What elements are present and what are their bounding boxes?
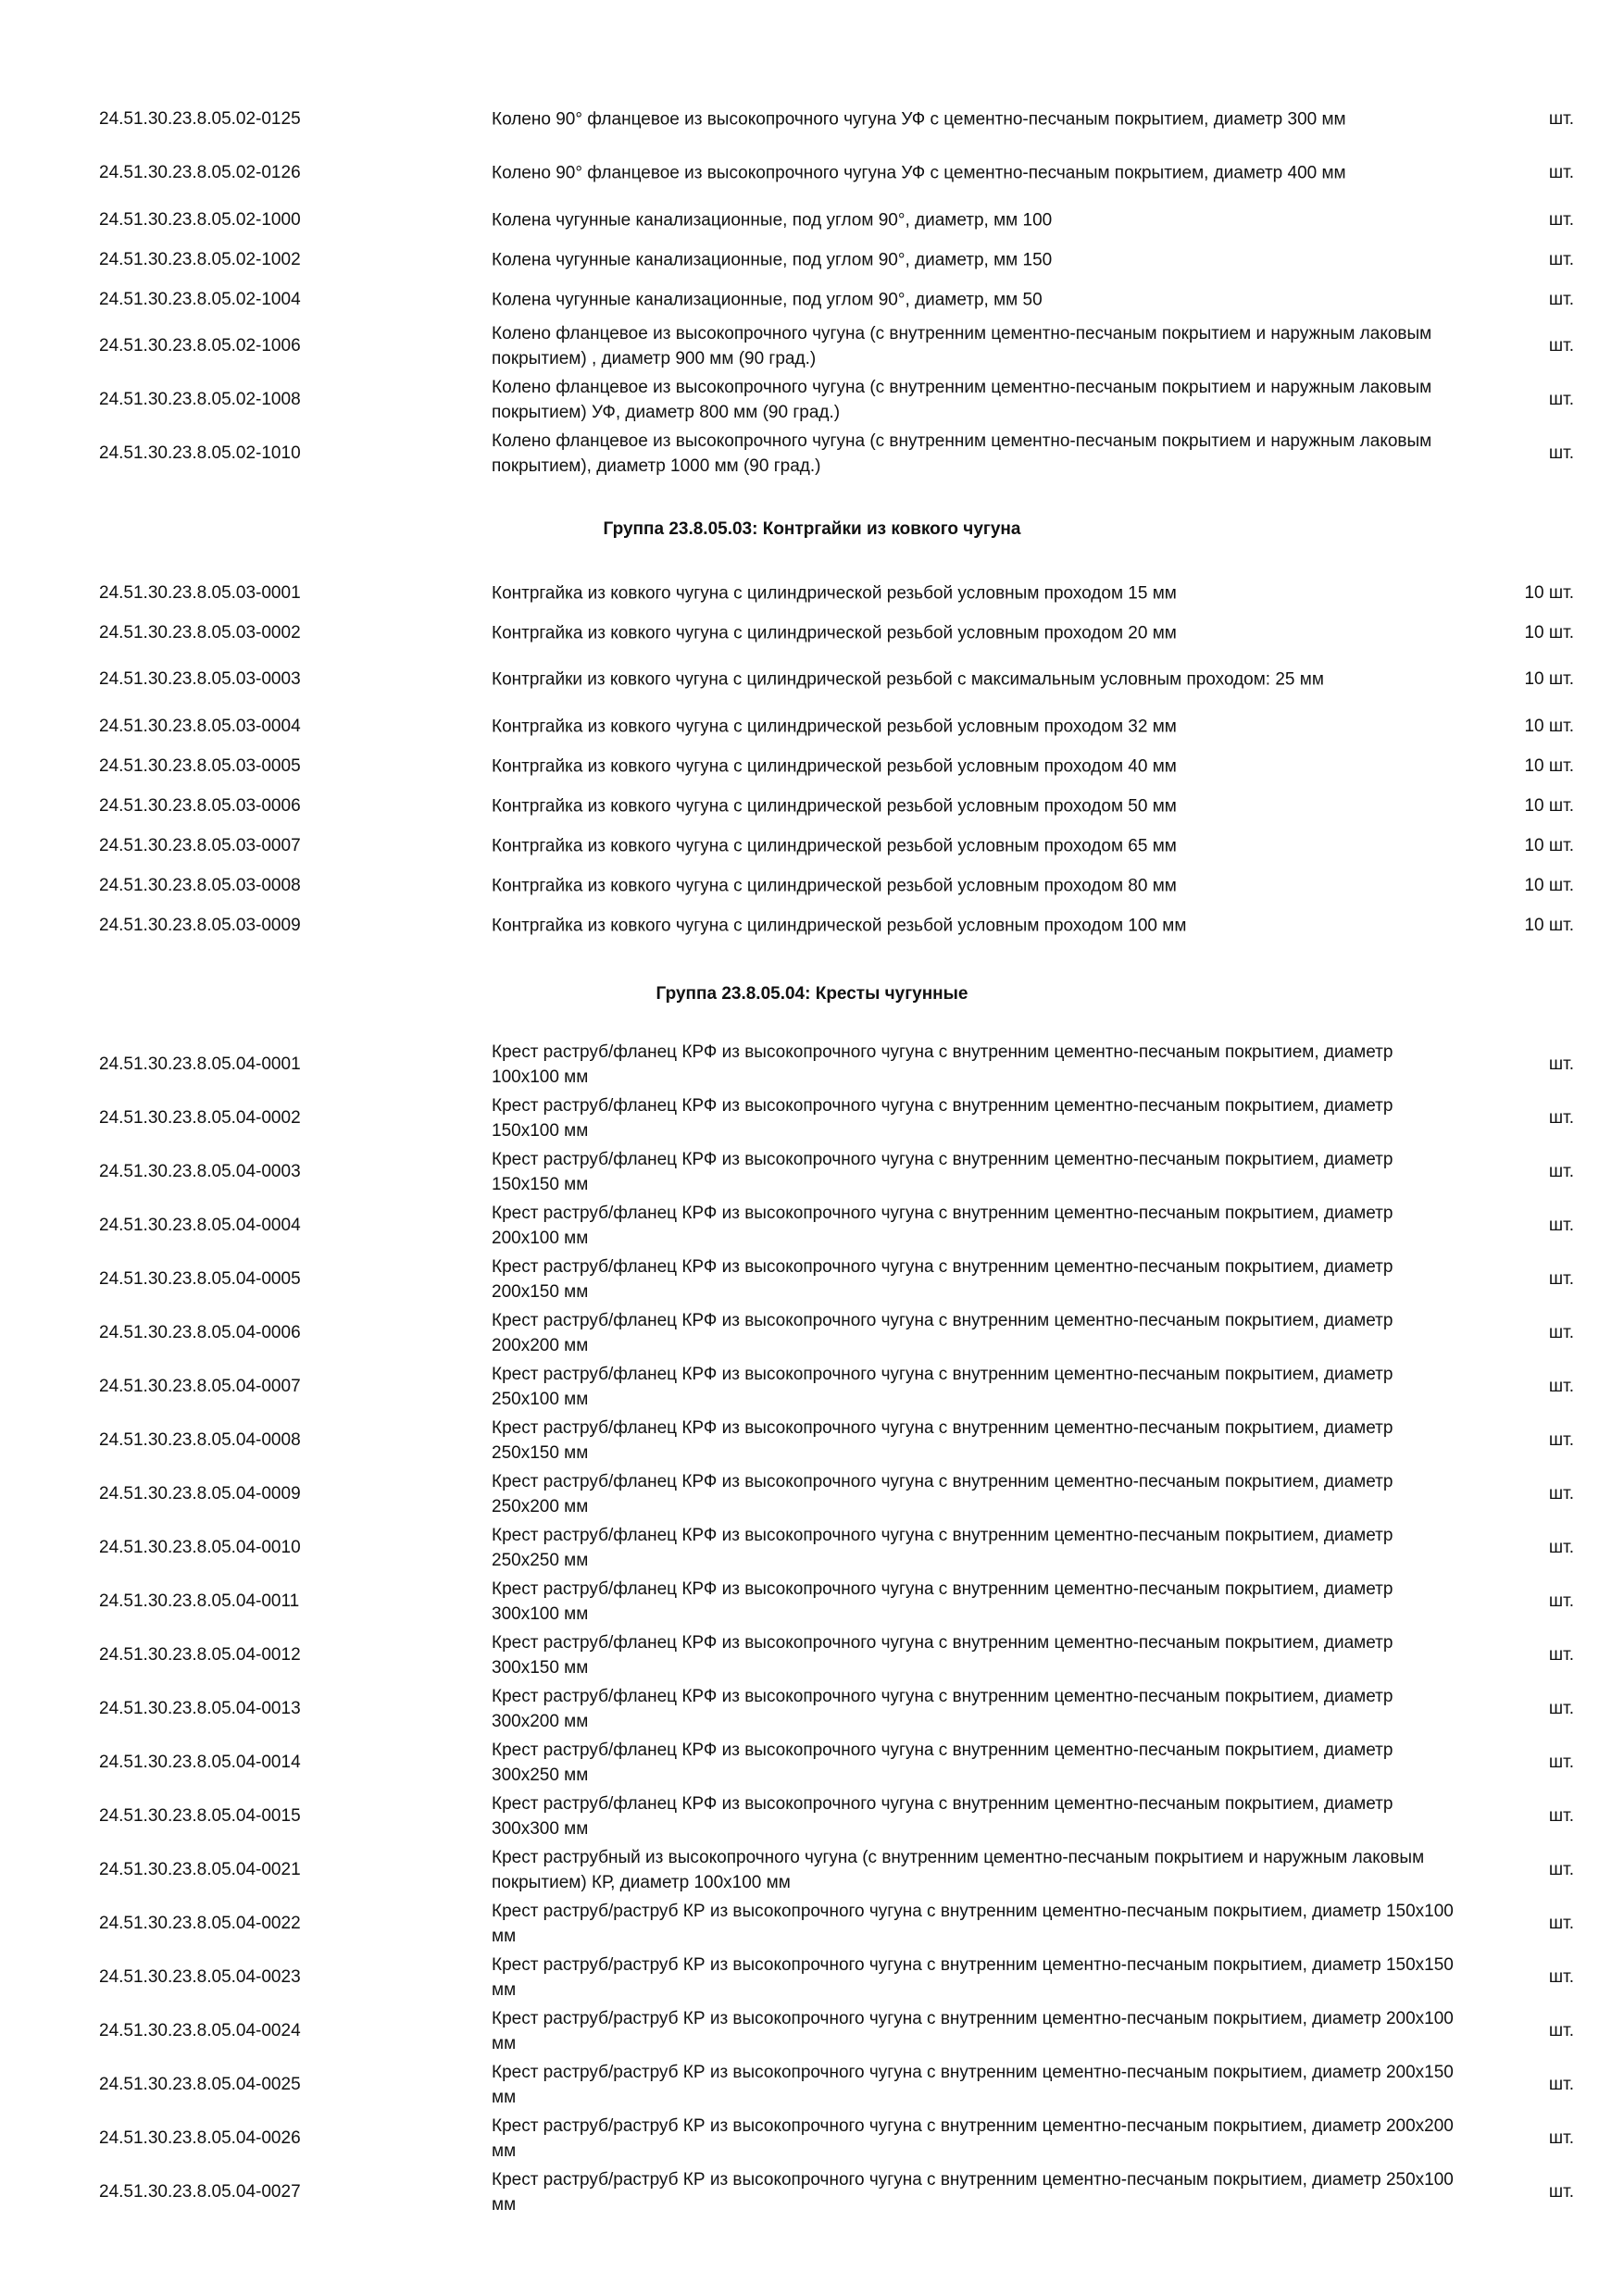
item-code: 24.51.30.23.8.05.04-0015 xyxy=(99,1806,301,1826)
table-row xyxy=(0,427,1624,480)
table-row xyxy=(0,93,1624,146)
item-description: Крест раструб/фланец КРФ из высокопрочного чугуна с внутренним цементно-песчаным покрытием, диаметр 200х150 мм xyxy=(492,1257,1393,1302)
item-code: 24.51.30.23.8.05.04-0006 xyxy=(99,1323,301,1342)
item-code: 24.51.30.23.8.05.04-0008 xyxy=(99,1430,301,1450)
item-description: Колено 90° фланцевое из высокопрочного чугуна УФ с цементно-песчаным покрытием, диаметр 300 мм xyxy=(492,109,1346,130)
table-row xyxy=(0,240,1624,280)
item-unit: 10 шт. xyxy=(1524,875,1574,895)
table-row xyxy=(0,373,1624,427)
item-code: 24.51.30.23.8.05.04-0001 xyxy=(99,1054,301,1074)
table-row xyxy=(0,1092,1624,1145)
item-code: 24.51.30.23.8.05.04-0021 xyxy=(99,1860,301,1879)
item-description: Крест раструб/фланец КРФ из высокопрочного чугуна с внутренним цементно-песчаным покрытием, диаметр 150х150 мм xyxy=(492,1150,1393,1194)
item-unit: шт. xyxy=(1548,1753,1574,1772)
document-page xyxy=(0,93,1624,2219)
item-code: 24.51.30.23.8.05.03-0008 xyxy=(99,875,301,895)
item-unit: шт. xyxy=(1548,1914,1574,1933)
item-code: 24.51.30.23.8.05.04-0025 xyxy=(99,2075,301,2094)
table-row xyxy=(0,1038,1624,1092)
table-row xyxy=(0,1199,1624,1253)
table-row xyxy=(0,1521,1624,1575)
item-unit: шт. xyxy=(1548,1645,1574,1665)
item-unit: 10 шт. xyxy=(1524,835,1574,855)
item-description: Колена чугунные канализационные, под углом 90°, диаметр, мм 50 xyxy=(492,290,1043,309)
table-row xyxy=(0,1414,1624,1467)
item-description: Крест раструб/фланец КРФ из высокопрочного чугуна с внутренним цементно-песчаным покрытием, диаметр 100х100 мм xyxy=(492,1042,1393,1087)
item-unit: 10 шт. xyxy=(1524,582,1574,603)
group-header xyxy=(0,480,1624,573)
table-row xyxy=(0,653,1624,706)
item-unit: шт. xyxy=(1548,1323,1574,1342)
table-row xyxy=(0,1360,1624,1414)
item-code: 24.51.30.23.8.05.02-1002 xyxy=(99,249,301,269)
item-code: 24.51.30.23.8.05.02-1010 xyxy=(99,443,301,463)
item-code: 24.51.30.23.8.05.04-0024 xyxy=(99,2021,301,2040)
item-description: Крест раструб/фланец КРФ из высокопрочного чугуна с внутренним цементно-песчаным покрытием, диаметр 300х200 мм xyxy=(492,1687,1393,1731)
item-description: Крест раструб/раструб КР из высокопрочного чугуна с внутренним цементно-песчаным покрытием, диаметр 200х200 мм xyxy=(492,2116,1454,2161)
item-code: 24.51.30.23.8.05.03-0005 xyxy=(99,755,301,776)
table-row xyxy=(0,1951,1624,2004)
item-unit: шт. xyxy=(1548,109,1574,129)
item-code: 24.51.30.23.8.05.04-0012 xyxy=(99,1645,301,1665)
item-description: Крест раструб/раструб КР из высокопрочного чугуна с внутренним цементно-песчаным покрытием, диаметр 150х100 мм xyxy=(492,1902,1454,1946)
group-title: Группа 23.8.05.03: Контргайки из ковкого чугуна xyxy=(603,519,1021,539)
item-unit: шт. xyxy=(1548,1538,1574,1557)
item-unit: шт. xyxy=(1548,1216,1574,1235)
item-unit: шт. xyxy=(1548,209,1574,230)
item-unit: шт. xyxy=(1548,1269,1574,1289)
item-code: 24.51.30.23.8.05.04-0003 xyxy=(99,1162,301,1181)
item-code: 24.51.30.23.8.05.03-0009 xyxy=(99,915,301,935)
item-code: 24.51.30.23.8.05.04-0023 xyxy=(99,1967,301,1987)
item-code: 24.51.30.23.8.05.04-0027 xyxy=(99,2182,301,2202)
item-unit: шт. xyxy=(1548,289,1574,309)
table-row xyxy=(0,319,1624,373)
item-code: 24.51.30.23.8.05.03-0006 xyxy=(99,795,301,816)
item-unit: шт. xyxy=(1548,2075,1574,2094)
table-row xyxy=(0,1145,1624,1199)
item-unit: шт. xyxy=(1548,163,1574,182)
item-description: Колено фланцевое из высокопрочного чугуна (с внутренним цементно-песчаным покрытием и наружным лаковым покрытием) , диаметр 900 мм (90 град.) xyxy=(492,324,1432,368)
item-description: Крест раструб/фланец КРФ из высокопрочного чугуна с внутренним цементно-песчаным покрытием, диаметр 250х200 мм xyxy=(492,1472,1393,1516)
item-code: 24.51.30.23.8.05.04-0022 xyxy=(99,1914,301,1933)
table-row xyxy=(0,706,1624,746)
table-row xyxy=(0,1253,1624,1306)
item-description: Крест раструб/фланец КРФ из высокопрочного чугуна с внутренним цементно-песчаным покрытием, диаметр 250х150 мм xyxy=(492,1418,1393,1463)
item-unit: шт. xyxy=(1548,1484,1574,1504)
item-code: 24.51.30.23.8.05.02-1004 xyxy=(99,289,301,309)
table-row xyxy=(0,573,1624,613)
table-row xyxy=(0,1682,1624,1736)
table-row xyxy=(0,826,1624,866)
item-description: Крест раструб/фланец КРФ из высокопрочного чугуна с внутренним цементно-песчаным покрытием, диаметр 300х300 мм xyxy=(492,1794,1393,1839)
item-code: 24.51.30.23.8.05.04-0007 xyxy=(99,1377,301,1396)
table-row xyxy=(0,200,1624,240)
item-code: 24.51.30.23.8.05.03-0003 xyxy=(99,669,301,689)
item-unit: шт. xyxy=(1548,2182,1574,2202)
item-unit: 10 шт. xyxy=(1524,915,1574,935)
item-unit: шт. xyxy=(1548,336,1574,356)
table-row xyxy=(0,2058,1624,2112)
item-description: Колено фланцевое из высокопрочного чугуна (с внутренним цементно-песчаным покрытием и наружным лаковым покрытием) УФ, диаметр 800 мм (90 град.) xyxy=(492,378,1432,422)
item-code: 24.51.30.23.8.05.02-0126 xyxy=(99,163,301,182)
item-code: 24.51.30.23.8.05.03-0004 xyxy=(99,716,301,736)
item-description: Крест раструб/раструб КР из высокопрочного чугуна с внутренним цементно-песчаным покрытием, диаметр 200х150 мм xyxy=(492,2063,1454,2107)
item-code: 24.51.30.23.8.05.03-0001 xyxy=(99,582,301,603)
item-unit: 10 шт. xyxy=(1524,622,1574,643)
item-unit: шт. xyxy=(1548,1162,1574,1181)
table-row xyxy=(0,1897,1624,1951)
item-unit: шт. xyxy=(1548,1377,1574,1396)
item-description: Колено фланцевое из высокопрочного чугуна (с внутренним цементно-песчаным покрытием и наружным лаковым покрытием), диаметр 1000 мм (90 град.) xyxy=(492,431,1432,476)
item-code: 24.51.30.23.8.05.02-1008 xyxy=(99,390,301,409)
item-code: 24.51.30.23.8.05.04-0013 xyxy=(99,1699,301,1718)
table-row xyxy=(0,866,1624,905)
item-code: 24.51.30.23.8.05.03-0002 xyxy=(99,622,301,643)
table-row xyxy=(0,280,1624,319)
item-code: 24.51.30.23.8.05.04-0026 xyxy=(99,2128,301,2148)
item-description: Колена чугунные канализационные, под углом 90°, диаметр, мм 150 xyxy=(492,250,1053,269)
item-description: Крест раструб/фланец КРФ из высокопрочного чугуна с внутренним цементно-песчаным покрытием, диаметр 300х150 мм xyxy=(492,1633,1393,1678)
item-unit: шт. xyxy=(1548,390,1574,409)
table-row xyxy=(0,1843,1624,1897)
item-unit: шт. xyxy=(1548,443,1574,463)
item-description: Крест раструб/фланец КРФ из высокопрочного чугуна с внутренним цементно-песчаным покрытием, диаметр 250х100 мм xyxy=(492,1365,1393,1409)
item-description: Контргайки из ковкого чугуна с цилиндрической резьбой с максимальным условным проходом: 25 мм xyxy=(492,669,1324,690)
table-row xyxy=(0,1306,1624,1360)
item-code: 24.51.30.23.8.05.04-0002 xyxy=(99,1108,301,1128)
table-row xyxy=(0,1628,1624,1682)
item-unit: 10 шт. xyxy=(1524,795,1574,816)
item-description: Контргайка из ковкого чугуна с цилиндрической резьбой условным проходом 100 мм xyxy=(492,916,1187,935)
item-unit: 10 шт. xyxy=(1524,755,1574,776)
item-description: Крест раструб/фланец КРФ из высокопрочного чугуна с внутренним цементно-песчаным покрытием, диаметр 300х250 мм xyxy=(492,1741,1393,1785)
item-description: Крест раструб/фланец КРФ из высокопрочного чугуна с внутренним цементно-песчаным покрытием, диаметр 200х200 мм xyxy=(492,1311,1393,1355)
item-unit: шт. xyxy=(1548,1054,1574,1074)
item-description: Контргайка из ковкого чугуна с цилиндрической резьбой условным проходом 40 мм xyxy=(492,756,1177,776)
item-description: Контргайка из ковкого чугуна с цилиндрической резьбой условным проходом 32 мм xyxy=(492,717,1177,736)
table-row xyxy=(0,613,1624,653)
item-unit: шт. xyxy=(1548,249,1574,269)
item-unit: шт. xyxy=(1548,1699,1574,1718)
item-code: 24.51.30.23.8.05.04-0014 xyxy=(99,1753,301,1772)
item-description: Контргайка из ковкого чугуна с цилиндрической резьбой условным проходом 20 мм xyxy=(492,623,1177,643)
table-row xyxy=(0,1790,1624,1843)
item-code: 24.51.30.23.8.05.04-0009 xyxy=(99,1484,301,1504)
item-description: Крест раструб/раструб КР из высокопрочного чугуна с внутренним цементно-песчаным покрытием, диаметр 200х100 мм xyxy=(492,2009,1454,2053)
item-description: Контргайка из ковкого чугуна с цилиндрической резьбой условным проходом 65 мм xyxy=(492,836,1177,855)
item-description: Крест раструб/фланец КРФ из высокопрочного чугуна с внутренним цементно-песчаным покрытием, диаметр 200х100 мм xyxy=(492,1204,1393,1248)
group-title: Группа 23.8.05.04: Кресты чугунные xyxy=(656,984,968,1004)
item-description: Контргайка из ковкого чугуна с цилиндрической резьбой условным проходом 80 мм xyxy=(492,876,1177,895)
item-code: 24.51.30.23.8.05.03-0007 xyxy=(99,835,301,855)
table-row xyxy=(0,1467,1624,1521)
item-description: Колена чугунные канализационные, под углом 90°, диаметр, мм 100 xyxy=(492,210,1053,230)
table-row xyxy=(0,786,1624,826)
item-description: Крест раструб/фланец КРФ из высокопрочного чугуна с внутренним цементно-песчаным покрытием, диаметр 300х100 мм xyxy=(492,1579,1393,1624)
item-unit: шт. xyxy=(1548,1430,1574,1450)
table-row xyxy=(0,1575,1624,1628)
item-code: 24.51.30.23.8.05.04-0011 xyxy=(99,1591,300,1611)
item-unit: шт. xyxy=(1548,1967,1574,1987)
item-unit: 10 шт. xyxy=(1524,669,1574,689)
table-row xyxy=(0,146,1624,200)
item-code: 24.51.30.23.8.05.04-0005 xyxy=(99,1269,301,1289)
item-unit: шт. xyxy=(1548,1591,1574,1611)
item-description: Контргайка из ковкого чугуна с цилиндрической резьбой условным проходом 15 мм xyxy=(492,583,1177,603)
table-row xyxy=(0,905,1624,945)
item-unit: шт. xyxy=(1548,1806,1574,1826)
item-unit: 10 шт. xyxy=(1524,716,1574,736)
item-code: 24.51.30.23.8.05.02-1000 xyxy=(99,209,301,230)
item-unit: шт. xyxy=(1548,2128,1574,2148)
table-row xyxy=(0,2165,1624,2219)
item-unit: шт. xyxy=(1548,1860,1574,1879)
item-unit: шт. xyxy=(1548,1108,1574,1128)
item-description: Крест раструб/раструб КР из высокопрочного чугуна с внутренним цементно-песчаным покрытием, диаметр 250х100 мм xyxy=(492,2170,1454,2215)
item-code: 24.51.30.23.8.05.04-0010 xyxy=(99,1538,301,1557)
table-row xyxy=(0,746,1624,786)
item-description: Колено 90° фланцевое из высокопрочного чугуна УФ с цементно-песчаным покрытием, диаметр 400 мм xyxy=(492,163,1346,183)
table-row xyxy=(0,2112,1624,2165)
item-description: Контргайка из ковкого чугуна с цилиндрической резьбой условным проходом 50 мм xyxy=(492,796,1177,816)
item-code: 24.51.30.23.8.05.02-1006 xyxy=(99,336,301,356)
item-description: Крест раструб/фланец КРФ из высокопрочного чугуна с внутренним цементно-песчаным покрытием, диаметр 150х100 мм xyxy=(492,1096,1393,1141)
item-code: 24.51.30.23.8.05.02-0125 xyxy=(99,109,301,129)
item-description: Крест раструб/фланец КРФ из высокопрочного чугуна с внутренним цементно-песчаным покрытием, диаметр 250х250 мм xyxy=(492,1526,1393,1570)
item-description: Крест раструбный из высокопрочного чугуна (с внутренним цементно-песчаным покрытием и наружным лаковым покрытием) КР, диаметр 100х100 мм xyxy=(492,1848,1425,1892)
table-row xyxy=(0,2004,1624,2058)
item-description: Крест раструб/раструб КР из высокопрочного чугуна с внутренним цементно-песчаным покрытием, диаметр 150х150 мм xyxy=(492,1955,1454,2000)
item-unit: шт. xyxy=(1548,2021,1574,2040)
table-row xyxy=(0,1736,1624,1790)
group-header xyxy=(0,945,1624,1038)
item-code: 24.51.30.23.8.05.04-0004 xyxy=(99,1216,301,1235)
